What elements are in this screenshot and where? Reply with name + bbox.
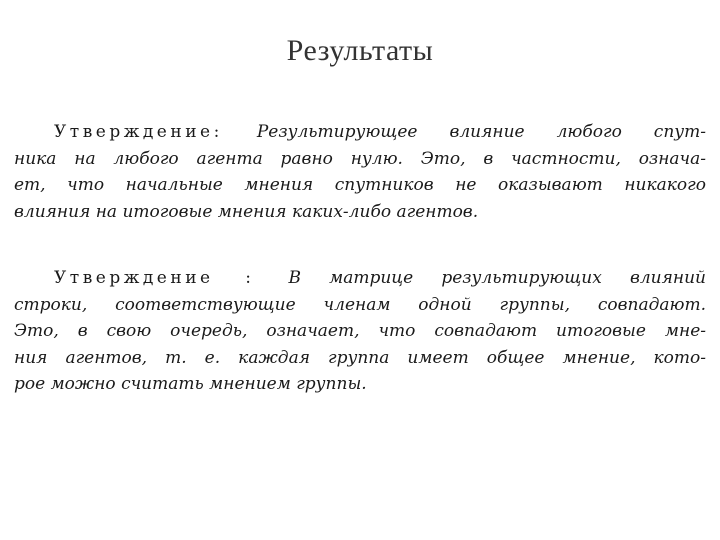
slide-title: Результаты	[286, 34, 434, 67]
statement-lead-label: Утверждение :	[54, 268, 255, 288]
statement-text: В матрице результирующих влияний	[288, 268, 706, 288]
statement-line: Это, в свою очередь, означает, что совпадают итоговые мне-	[14, 321, 706, 341]
statement-line: ника на любого агента равно нулю. Это, в частности, означа-	[14, 148, 706, 169]
statement-line: ет, что начальные мнения спутников не оказывают никакого	[14, 175, 706, 195]
statement-line: строки, соответствующие членам одной группы, совпадают.	[14, 294, 706, 315]
statement-paragraph-2	[14, 265, 706, 398]
statement-line: ния агентов, т. е. каждая группа имеет общее мнение, кото-	[14, 347, 706, 368]
statement-line: рое можно считать мнением группы.	[14, 374, 367, 394]
statement-text: Результирующее влияние любого спут-	[256, 122, 706, 142]
statement-line: влияния на итоговые мнения каких-либо агентов.	[14, 201, 479, 222]
statement-lead-label: Утверждение:	[54, 122, 223, 142]
statement-line	[14, 265, 706, 292]
statement-paragraph-1	[14, 119, 706, 225]
statement-line	[14, 119, 706, 146]
